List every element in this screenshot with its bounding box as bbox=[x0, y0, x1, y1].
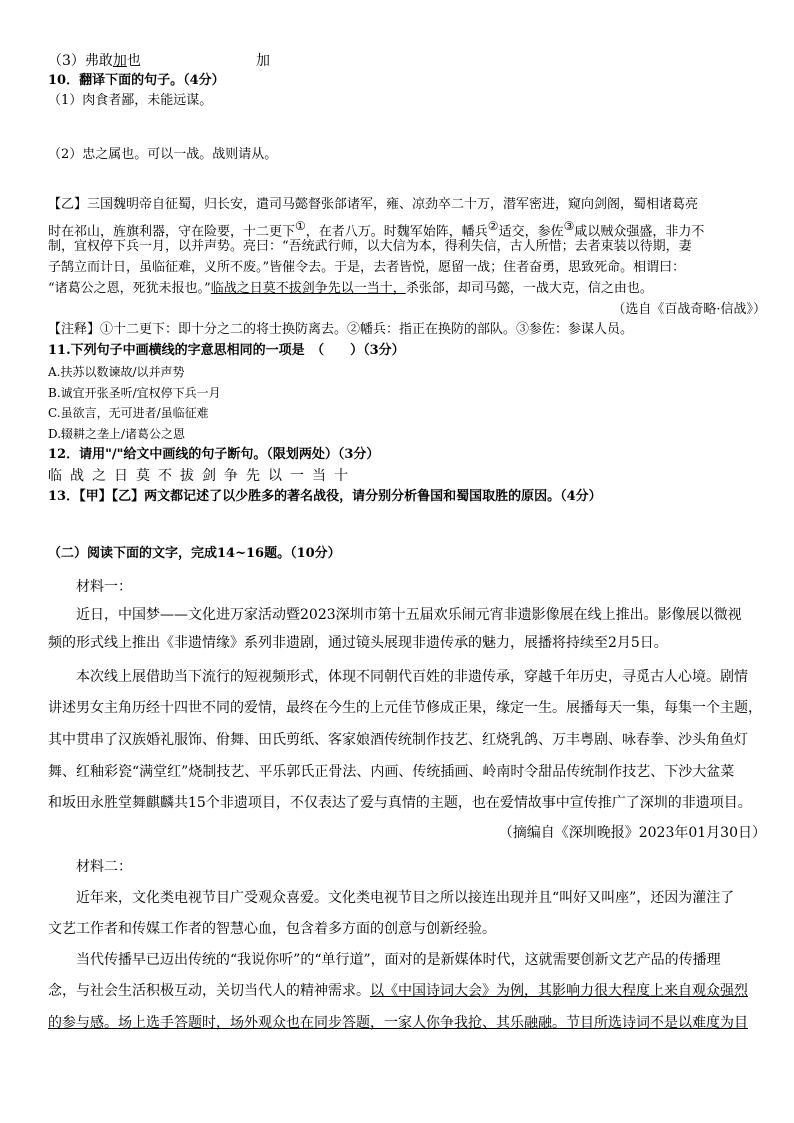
material1-p1-line2: 频的形式线上推出《非遗情缘》系列非遗剧，通过镜头展现非遗传承的魅力，展播将持续至2月5日。 bbox=[48, 635, 668, 651]
q13-title: 13．【甲】【乙】两文都记述了以少胜多的著名战役，请分别分析鲁国和蜀国取胜的原因。（4分） bbox=[48, 489, 602, 504]
passage-yi-notes: 【注释】①十二更下：即十分之二的将士换防离去。②幡兵：指正在换防的部队。③参佐：参谋人员。 bbox=[48, 322, 634, 337]
material2-p1-line1: 近年来，文化类电视节目广受观众喜爱。文化类电视节目之所以接连出现并且“叫好又叫座”，还因为灌注了 bbox=[76, 890, 735, 906]
material2-p2-line3: 的参与感。场上选手答题时，场外观众也在同步答题，一家人你争我抢、其乐融融。节目所选诗词不是以难度为目 bbox=[48, 1015, 748, 1031]
q11-option-c: C.虽欲言，无可进者/虽临征难 bbox=[48, 406, 209, 420]
q11-title: 11.下列句子中画横线的字意思相同的一项是 （ ）（3分） bbox=[48, 343, 405, 358]
footnote-mark-2: ② bbox=[487, 219, 499, 233]
passage-yi-line-5: “诸葛公之恩，死犹未报也。”临战之日莫不拔剑争先以一当十，杀张郃，却司马懿，一战大克，信之由也。 bbox=[48, 281, 653, 296]
q12-title: 12．请用"/"给文中画线的句子断句。（限划两处）（3分） bbox=[48, 447, 380, 462]
underlined-char: 加 bbox=[112, 53, 127, 69]
material1-label: 材料一： bbox=[76, 579, 132, 595]
material1-p2-line5: 和坂田永胜堂舞麒麟共15个非遗项目，不仅表达了爱与真情的主题，也在爱情故事中宣传推广了深圳的非遗项目。 bbox=[48, 795, 752, 811]
underlined-sentence: 临战之日莫不拔剑争先以一当十， bbox=[210, 281, 406, 296]
material1-p2-line2: 讲述男女主角历经十四世不同的爱情，最终在今生的上元佳节修成正果，缘定一生。展播每天一集，每集一个主题， bbox=[48, 700, 762, 716]
footnote-mark-3: ③ bbox=[563, 219, 575, 233]
material1-p1-line1: 近日，中国梦——文化进万家活动暨2023深圳市第十五届欢乐闹元宵非遗影像展在线上推出。影像展以微视 bbox=[76, 607, 742, 623]
material2-label: 材料二： bbox=[76, 859, 132, 875]
passage-yi-line-3: 制，宜权停下兵一月，以并声势。亮曰：“吾统武行师，以大信为本，得利失信，古人所惜；去者束装以待期，妻 bbox=[48, 239, 692, 254]
q10-sentence-2: （2）忠之属也。可以一战。战则请从。 bbox=[48, 147, 278, 162]
material2-p2-line2: 念，与社会生活积极互动，关切当代人的精神需求。以《中国诗词大会》为例，其影响力很大程度上来自观众强烈 bbox=[48, 983, 748, 999]
underlined-example: 以《中国诗词大会》为例，其影响力很大程度上来自观众强烈 bbox=[370, 983, 748, 999]
passage-yi-line-2: 时在祁山，旌旗利器，守在险要，十二更下①，在者八万。时魏军始阵，幡兵②适交，参佐③咸以贼众强盛，非力不 bbox=[48, 219, 705, 240]
q10-sentence-1: （1）肉食者鄙，未能远谋。 bbox=[48, 93, 213, 108]
material2-p1-line2: 文艺工作者和传媒工作者的智慧心血，包含着多方面的创意与创新经验。 bbox=[48, 921, 496, 937]
footnote-mark-1: ① bbox=[295, 219, 306, 233]
material1-p2-line1: 本次线上展借助当下流行的短视频形式，体现不同朝代百姓的非遗传承，穿越千年历史，寻觅古人心境。剧情 bbox=[76, 669, 748, 685]
q9-item3: （3）弗敢加也 bbox=[48, 53, 141, 69]
passage-yi-source: （选自《百战奇略·信战》） bbox=[612, 302, 766, 317]
q11-option-d: D.辍耕之垄上/诸葛公之恩 bbox=[48, 427, 186, 441]
passage-yi-line-4: 子鹄立而计日，虽临征难，义所不废。”皆催令去。于是，去者皆悦，愿留一战；住者奋勇，思致死命。相谓曰： bbox=[48, 260, 686, 275]
q9-item3-answer: 加 bbox=[256, 53, 270, 69]
q11-option-a: A.扶苏以数谏故/以并声势 bbox=[48, 365, 185, 379]
material1-p2-line3: 其中贯串了汉族婚礼服饰、佾舞、田氏剪纸、客家娘酒传统制作技艺、红烧乳鸽、万丰粤剧、咏春拳、沙头角鱼灯 bbox=[48, 732, 748, 748]
q11-option-b: B.诚宜开张圣听/宜权停下兵一月 bbox=[48, 386, 221, 400]
section2-title: （二）阅读下面的文字，完成14~16题。（10分） bbox=[48, 546, 341, 561]
q12-sentence: 临战之日莫不拔剑争先以一当十 bbox=[48, 468, 356, 484]
passage-yi-line-1: 【乙】三国魏明帝自征蜀，归长安，遣司马懿督张郃诸军，雍、凉劲卒二十万，潜军密进，窥向剑阁，蜀相诸葛亮 bbox=[48, 197, 699, 212]
material2-p2-line1: 当代传播早已迈出传统的“我说你听”的“单行道”，面对的是新媒体时代，这就需要创新文艺产品的传播理 bbox=[76, 952, 721, 968]
material1-p2-line4: 舞、红釉彩瓷“满堂红”烧制技艺、平乐郭氏正骨法、内画、传统插画、岭南时令甜品传统制作技艺、下沙大盆菜 bbox=[48, 764, 735, 780]
material1-source: （摘编自《深圳晚报》2023年01月30日） bbox=[498, 825, 766, 841]
q10-title: 10．翻译下面的句子。（4分） bbox=[48, 73, 225, 88]
